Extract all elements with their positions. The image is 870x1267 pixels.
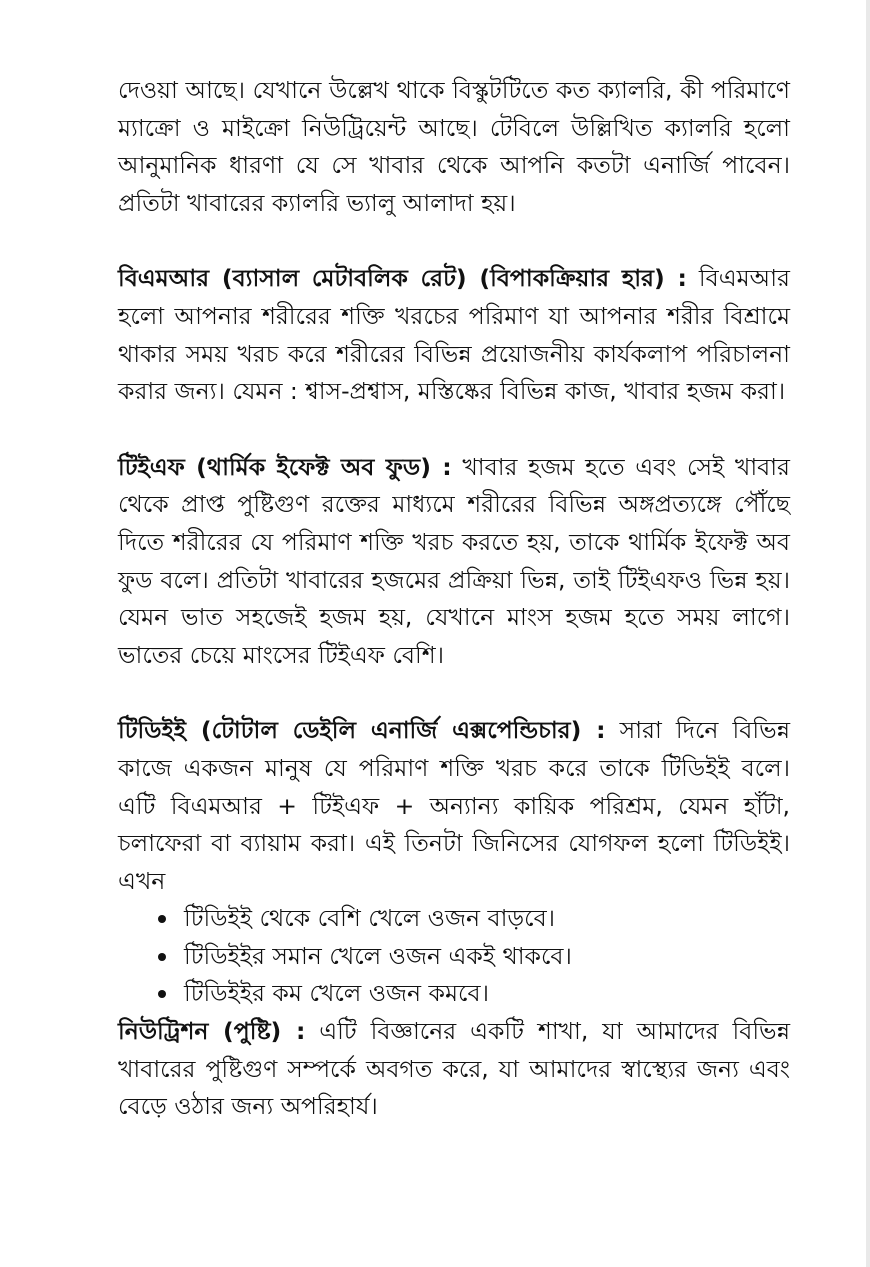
tdee-definition: সারা দিনে বিভিন্ন কাজে একজন মানুষ যে পরিমাণ শক্তি খরচ করে তাকে টিডিইই বলে। এটি বিএমআর + টিইএফ + অন্যান্য কায়িক পরিশ্রম, যেমন হাঁটা, চলাফেরা বা ব্যায়াম করা। এই তিনটা জিনিসের যোগফল হলো টিডিইই। এখন xyxy=(118,716,790,895)
bullet-icon xyxy=(158,953,166,961)
nutrition-paragraph xyxy=(118,1013,790,1126)
page-edge-shadow xyxy=(866,0,870,1267)
tef-definition: খাবার হজম হতে এবং সেই খাবার থেকে প্রাপ্ত পুষ্টিগুণ রক্তের মাধ্যমে শরীরের বিভিন্ন অঙ্গপ্রত্যঙ্গে পৌঁছে দিতে শরীরের যে পরিমাণ শক্তি খরচ করতে হয়, তাকে থার্মিক ইফেক্ট অব ফুড বলে। প্রতিটা খাবারের হজমের প্রক্রিয়া ভিন্ন, তাই টিইএফও ভিন্ন হয়। যেমন ভাত সহজেই হজম হয়, যেখানে মাংস হজম হতে সময় লাগে। ভাতের চেয়ে মাংসের টিইএফ বেশি। xyxy=(118,452,790,669)
weight-rules-list xyxy=(118,900,790,1013)
bullet-icon xyxy=(158,990,166,998)
list-item-text: টিডিইইর সমান খেলে ওজন একই থাকবে। xyxy=(184,941,572,970)
page-body xyxy=(118,72,790,1126)
bullet-icon xyxy=(158,915,166,923)
tdee-paragraph xyxy=(118,712,790,900)
intro-paragraph: দেওয়া আছে। যেখানে উল্লেখ থাকে বিস্কুটটিতে কত ক্যালরি, কী পরিমাণে ম্যাক্রো ও মাইক্রো নিউট্রিয়েন্ট আছে। টেবিলে উল্লিখিত ক্যালরি হলো আনুমানিক ধারণা যে সে খাবার থেকে আপনি কতটা এনার্জি পাবেন। প্রতিটা খাবারের ক্যালরি ভ্যালু আলাদা হয়। xyxy=(118,76,790,217)
bmr-term: বিএমআর (ব্যাসাল মেটাবলিক রেট) (বিপাকক্রিয়ার হার) : xyxy=(118,264,687,293)
list-item xyxy=(158,938,790,976)
tef-term: টিইএফ (থার্মিক ইফেক্ট অব ফুড) : xyxy=(118,452,452,481)
list-item-text: টিডিইইর কম খেলে ওজন কমবে। xyxy=(184,979,489,1008)
tdee-term: টিডিইই (টোটাল ডেইলি এনার্জি এক্সপেন্ডিচার) : xyxy=(118,716,606,745)
list-item xyxy=(158,975,790,1013)
bmr-definition: বিএমআর হলো আপনার শরীরের শক্তি খরচের পরিমাণ যা আপনার শরীর বিশ্রামে থাকার সময় খরচ করে শরীরের বিভিন্ন প্রয়োজনীয় কার্যকলাপ পরিচালনা করার জন্য। যেমন : শ্বাস-প্রশ্বাস, মস্তিষ্কের বিভিন্ন কাজ, খাবার হজম করা। xyxy=(118,264,790,406)
list-item-text: টিডিইই থেকে বেশি খেলে ওজন বাড়বে। xyxy=(184,904,556,933)
bmr-paragraph xyxy=(118,260,790,410)
nutrition-term: নিউট্রিশন (পুষ্টি) : xyxy=(118,1017,306,1046)
nutrition-definition: এটি বিজ্ঞানের একটি শাখা, যা আমাদের বিভিন্ন খাবারের পুষ্টিগুণ সম্পর্কে অবগত করে, যা আমাদের স্বাস্থ্যের জন্য এবং বেড়ে ওঠার জন্য অপরিহার্য। xyxy=(118,1017,790,1121)
tef-paragraph xyxy=(118,449,790,675)
list-item xyxy=(158,900,790,938)
